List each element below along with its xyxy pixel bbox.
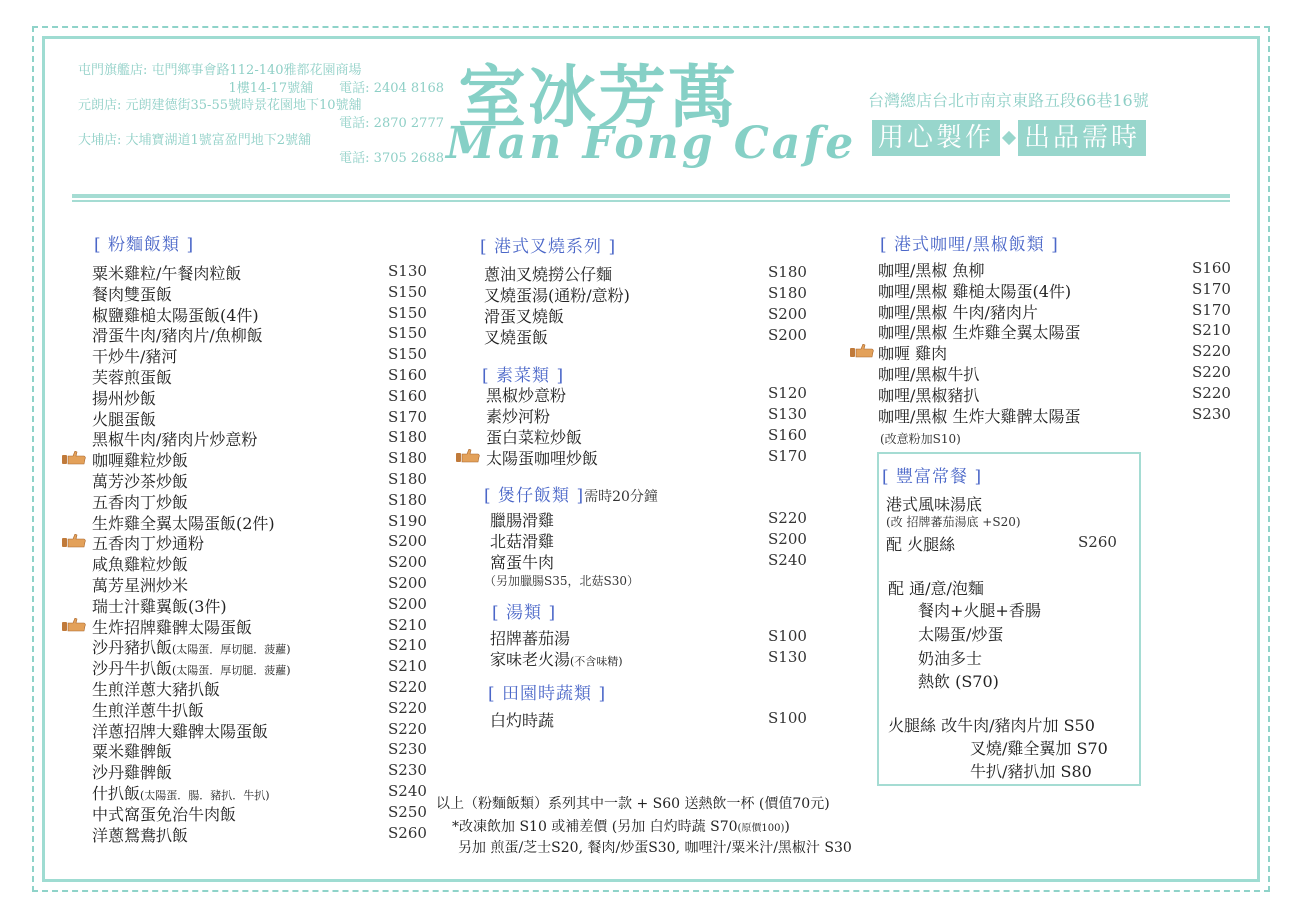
branch-text: 電話: 3705 2688 [339,150,444,166]
menu-item-name: 沙丹雞髀飯 [92,763,173,783]
menu-item-name: 生炸雞全翼太陽蛋飯(2件) [92,513,275,533]
menu-item-name: 臘腸滑雞 [490,511,555,530]
menu-item-price: S210 [1192,321,1231,340]
menu-item-price: S250 [388,802,427,821]
claypot-wait-note: 需時20分鐘 [584,489,658,505]
menu-item-price: S150 [388,282,427,301]
menu-item-price: S220 [1192,342,1231,361]
item-detail: (太陽蛋．厚切腿．菠蘿) [172,643,291,657]
menu-item-name: 咖哩/黑椒 生炸雞全翼太陽蛋 [878,323,1081,343]
menu-item-price: S100 [768,709,807,727]
menu-item-price: S200 [388,553,427,572]
set-option: 熱飲 (S70) [918,672,999,691]
menu-item-name: 黑椒牛肉/豬肉片炒意粉 [92,430,258,450]
menu-item-name: 家味老火湯(不含味精) [490,650,623,669]
section-heading-curry-pepper: [ 港式咖哩/黑椒飯類 ] [880,235,1059,255]
menu-item-name: 咸魚雞粒炒飯 [92,555,189,575]
menu-item-name: 生炸招牌雞髀太陽蛋飯 [92,617,253,637]
set-upgrade: 火腿絲 改牛肉/豬肉片加 S50 [888,716,1095,735]
menu-item-name: 干炒牛/豬河 [92,347,178,367]
menu-item-price: S200 [768,530,807,548]
menu-item-price: S220 [388,719,427,738]
menu-item-price: S200 [768,305,807,323]
slogan-part-a: 用心製作 [872,120,1000,156]
menu-item-price: S220 [768,509,807,527]
menu-item-name: 生煎洋蔥牛扒飯 [92,700,205,720]
thumbs-up-icon [62,534,86,548]
diamond-icon [1002,131,1016,145]
section-heading-set-meal: [ 豐富常餐 ] [882,467,983,487]
menu-item-name: 叉燒蛋湯(通粉/意粉) [484,286,630,305]
branch-text: 屯門旗艦店: 屯門鄉事會路112-140雅都花園商場 [78,63,362,78]
footer-paren: ) [784,819,790,835]
footer-original-price: (原價100) [737,823,785,834]
menu-item-name: 中式窩蛋免治牛肉飯 [92,804,237,824]
menu-item-price: S220 [1192,363,1231,381]
menu-item-name: 椒鹽雞槌太陽蛋飯(4件) [92,305,259,325]
menu-item-name: 萬芳星洲炒米 [92,576,189,595]
section-heading-garden-veg: [ 田園時蔬類 ] [488,684,607,704]
branch-line [78,150,444,168]
thumbs-up-icon [456,449,480,463]
menu-item-name: 咖喱雞粒炒飯 [92,451,189,471]
menu-item-price: S200 [768,326,807,344]
branch-text: 元朗店: 元朗建德街35-55號時景花園地下10號舖 [78,98,362,113]
set-option: 餐肉+火腿+香腸 [918,601,1041,620]
menu-item-price: S240 [768,551,807,569]
menu-item-name: 五香肉丁炒飯 [92,492,189,512]
set-option: 太陽蛋/炒蛋 [918,625,1004,644]
menu-item-price: S190 [388,511,427,530]
menu-item-price: S220 [1192,383,1231,402]
menu-item-price: S200 [388,532,427,551]
thumbs-up-icon [850,344,874,358]
section-heading-claypot: [ 煲仔飯類 ]需時20分鐘 [484,486,658,506]
footer-line: 以上（粉麵飯類）系列其中一款 + S60 送熱飲一杯 (價值70元) [436,796,830,812]
branch-line [78,115,444,133]
set-option: 奶油多士 [918,649,983,668]
menu-item-price: S100 [768,627,807,645]
menu-item-price: S220 [388,678,427,696]
section-heading-noodles-rice: [ 粉麵飯類 ] [94,235,195,255]
hq-address: 台灣總店台北市南京東路五段66巷16號 [868,91,1149,110]
menu-item-name: 沙丹豬扒飯(太陽蛋．厚切腿．菠蘿) [92,638,291,658]
menu-item-name: 叉燒蛋飯 [484,328,549,347]
menu-item-name: 白灼時蔬 [490,711,555,730]
menu-item-price: S130 [768,405,807,423]
menu-item-price: S170 [768,447,807,465]
menu-item-name: 咖喱 雞肉 [878,344,948,364]
menu-item-name: 餐肉雙蛋飯 [92,284,173,304]
menu-item-price: S150 [388,303,427,322]
claypot-add-note: （另加臘腸S35，北菇S30） [484,574,639,588]
item-detail: (太陽蛋．腸．豬扒．牛扒) [140,789,270,802]
menu-item-price: S150 [388,324,427,343]
logo-chinese: 室冰芳萬 [458,59,739,138]
branch-list [78,62,444,167]
menu-item-price: S180 [388,470,427,488]
section-heading-vegetarian: [ 素菜類 ] [482,366,565,386]
menu-item-name: 招牌蕃茄湯 [490,629,571,648]
menu-item-name: 咖哩/黑椒豬扒 [878,385,980,405]
menu-item-price: S170 [1192,279,1231,298]
menu-item-name: 芙蓉煎蛋飯 [92,368,173,387]
branch-text: 1樓14-17號舖 電話: 2404 8168 [228,80,444,96]
thumbs-up-icon [62,618,86,632]
menu-item-price: S180 [388,428,427,447]
item-detail: (不含味精) [570,655,623,668]
section-heading-char-siu: [ 港式叉燒系列 ] [480,237,617,257]
menu-item-name: 咖哩/黑椒 牛肉/豬肉片 [878,302,1038,322]
menu-item-price: S200 [388,594,427,613]
set-upgrade: 牛扒/豬扒加 S80 [970,762,1092,781]
menu-item-name: 咖哩/黑椒 雞槌太陽蛋(4件) [878,281,1072,301]
menu-item-price: S160 [1192,259,1231,277]
menu-item-price: S180 [768,284,807,302]
menu-item-name: 北菇滑雞 [490,532,555,551]
header-divider [72,194,1230,198]
menu-item-price: S230 [388,761,427,780]
menu-item-price: S130 [768,648,807,666]
menu-item-name: 咖哩/黑椒牛扒 [878,365,980,384]
menu-item-price: S180 [768,263,807,281]
menu-item-price: S220 [388,698,427,717]
branch-text: 大埔店: 大埔寶湖道1號富盈門地下2號舖 [78,133,312,148]
menu-item-name: 瑞士汁雞翼飯(3件) [92,596,227,616]
menu-item-price: S160 [388,366,427,384]
menu-item-price: S120 [768,384,807,402]
menu-item-name: 蔥油叉燒撈公仔麵 [484,265,613,284]
set-price: S260 [1078,533,1117,551]
menu-item-price: S160 [768,426,807,444]
menu-item-price: S160 [388,386,427,405]
branch-line [78,97,444,115]
set-meal-box [877,452,1141,786]
menu-item-name: 滑蛋牛肉/豬肉片/魚柳飯 [92,326,263,346]
menu-item-price: S180 [388,449,427,468]
menu-item-name: 太陽蛋咖哩炒飯 [486,449,599,468]
menu-item-name: 揚州炒飯 [92,388,157,408]
set-soup-note: (改 招牌蕃茄湯底 +S20) [886,515,1021,529]
menu-item-name: 洋蔥招牌大雞髀太陽蛋飯 [92,721,269,741]
menu-item-price: S180 [388,490,427,509]
menu-item-price: S240 [388,782,427,800]
menu-item-price: S130 [388,262,427,280]
menu-item-name: 什扒飯(太陽蛋．腸．豬扒．牛扒) [92,784,270,803]
menu-item-price: S230 [388,740,427,759]
menu-item-name: 蛋白菜粒炒飯 [486,428,583,447]
menu-item-name: 粟米雞髀飯 [92,742,173,762]
footer-line: *改凍飲加 S10 或補差價 (另加 白灼時蔬 S70(原價100)) [452,819,790,835]
menu-item-price: S210 [388,615,427,634]
menu-item-name: 素炒河粉 [486,407,551,426]
set-upgrade: 叉燒/雞全翼加 S70 [970,739,1108,758]
branch-line [78,62,444,80]
branch-line [78,132,444,150]
menu-item-name: 沙丹牛扒飯(太陽蛋．厚切腿．菠蘿) [92,659,291,679]
item-detail: (太陽蛋．厚切腿．菠蘿) [172,664,291,678]
menu-item-name: 五香肉丁炒通粉 [92,534,205,554]
set-ham: 配 火腿絲 [886,535,956,554]
set-noodle: 配 通/意/泡麵 [888,579,984,598]
curry-add-note: (改意粉加S10) [880,432,961,446]
set-soup-base: 港式風味湯底 [886,495,983,514]
menu-item-price: S170 [388,407,427,426]
menu-item-price: S210 [388,636,427,655]
menu-item-name: 咖哩/黑椒 魚柳 [878,261,985,280]
footer-line: 另加 煎蛋/芝士S20, 餐肉/炒蛋S30, 咖哩汁/粟米汁/黑椒汁 S30 [458,840,852,856]
menu-item-price: S210 [388,657,427,676]
header-divider-thin [72,200,1230,202]
menu-item-name: 滑蛋叉燒飯 [484,307,565,326]
menu-item-price: S230 [1192,404,1231,423]
branch-text: 電話: 2870 2777 [339,115,444,131]
menu-item-name: 粟米雞粒/午餐肉粒飯 [92,264,242,283]
section-heading-soup: [ 湯類 ] [492,603,557,623]
menu-item-name: 洋蔥鴛鴦扒飯 [92,825,189,845]
menu-item-name: 窩蛋牛肉 [490,553,555,572]
menu-item-name: 黑椒炒意粉 [486,386,567,405]
menu-item-name: 火腿蛋飯 [92,409,157,429]
menu-item-price: S150 [388,345,427,364]
thumbs-up-icon [62,451,86,465]
branch-line [78,80,444,98]
menu-item-name: 咖哩/黑椒 生炸大雞髀太陽蛋 [878,406,1081,426]
menu-item-name: 生煎洋蔥大豬扒飯 [92,680,221,699]
slogan [872,120,1146,156]
menu-item-name: 萬芳沙茶炒飯 [92,472,189,491]
menu-item-price: S200 [388,574,427,592]
menu-item-price: S170 [1192,300,1231,319]
menu-item-price: S260 [388,823,427,842]
logo-english: Man Fong Cafe [446,118,857,169]
slogan-part-b: 出品需時 [1018,120,1146,156]
